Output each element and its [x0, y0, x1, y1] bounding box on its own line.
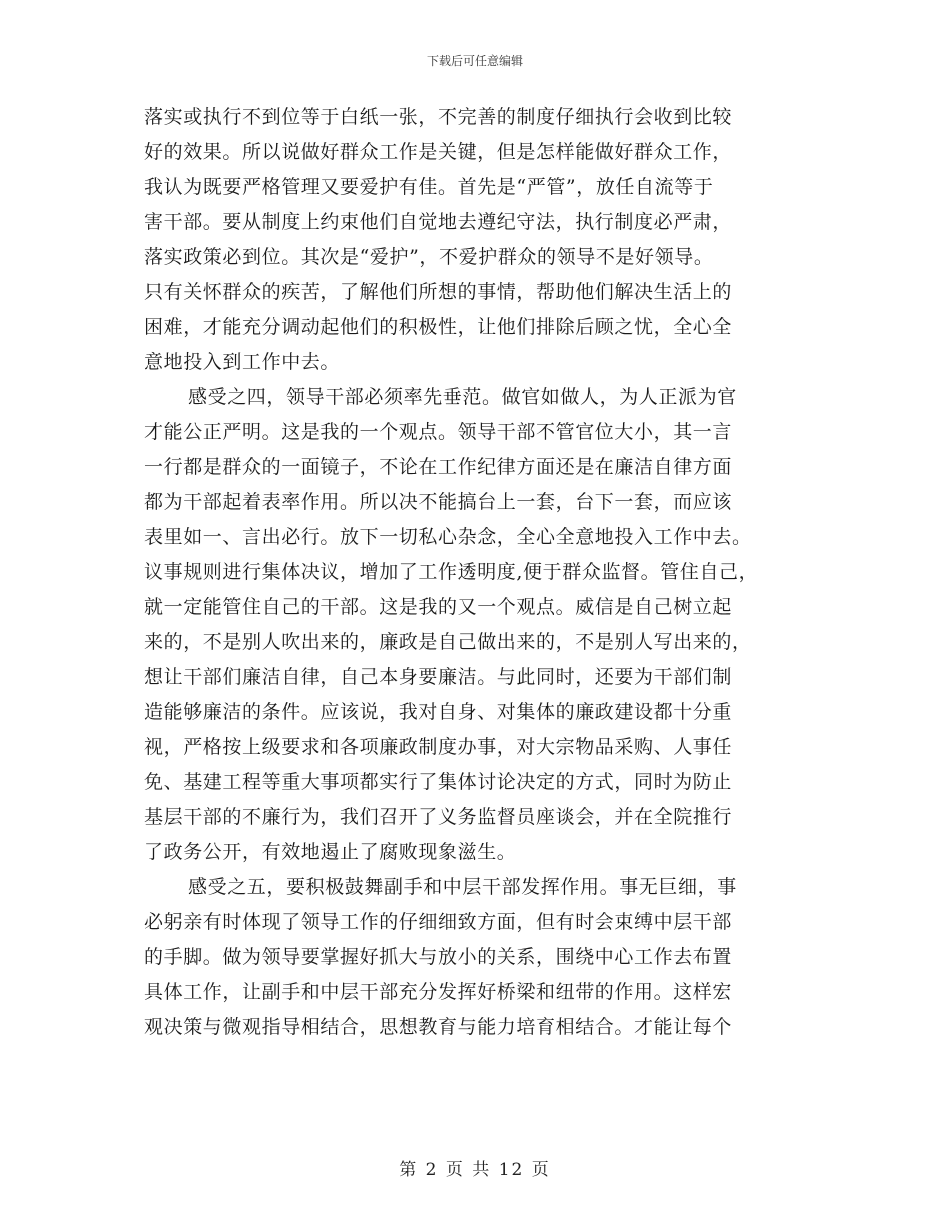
text-line: 落实政策必到位。其次是“爱护”，不爱护群众的领导不是好领导。: [144, 246, 714, 268]
text-line: 都为干部起着表率作用。所以决不能搞台上一套，台下一套，而应该: [144, 491, 733, 513]
text-line: 感受之五，要积极鼓舞副手和中层干部发挥作用。事无巨细，事: [188, 876, 737, 898]
text-line: 落实或执行不到位等于白纸一张，不完善的制度仔细执行会收到比较: [144, 106, 733, 128]
text-line: 议事规则进行集体决议，增加了工作透明度,便于群众监督。管住自己，: [144, 561, 759, 583]
text-line: 基层干部的不廉行为，我们召开了义务监督员座谈会，并在全院推行: [144, 806, 733, 828]
text-line: 害干部。要从制度上约束他们自觉地去遵纪守法，执行制度必严肃，: [144, 211, 733, 233]
text-line: 困难，才能充分调动起他们的积极性，让他们排除后顾之忧，全心全: [144, 316, 733, 338]
text-line: 一行都是群众的一面镜子，不论在工作纪律方面还是在廉洁自律方面: [144, 456, 733, 478]
text-line: 免、基建工程等重大事项都实行了集体讨论决定的方式，同时为防止: [144, 771, 733, 793]
page-header: 下载后可任意编辑: [426, 54, 523, 68]
document-body: [144, 100, 824, 1045]
text-line: 感受之四，领导干部必须率先垂范。做官如做人，为人正派为官: [188, 386, 737, 408]
text-line: 来的，不是别人吹出来的，廉政是自己做出来的，不是别人写出来的，: [144, 631, 752, 653]
text-line: 才能公正严明。这是我的一个观点。领导干部不管官位大小，其一言: [144, 421, 733, 443]
text-line: 表里如一、言出必行。放下一切私心杂念，全心全意地投入工作中去。: [144, 526, 752, 548]
text-line: 视，严格按上级要求和各项廉政制度办事，对大宗物品采购、人事任: [144, 736, 733, 758]
text-line: 意地投入到工作中去。: [144, 351, 341, 373]
text-line: 的手脚。做为领导要掌握好抓大与放小的关系，围绕中心工作去布置: [144, 946, 733, 968]
text-line: 造能够廉洁的条件。应该说，我对自身、对集体的廉政建设都十分重: [144, 701, 733, 723]
text-line: 我认为既要严格管理又要爱护有佳。首先是“严管”，放任自流等于: [144, 176, 714, 198]
text-line: 必躬亲有时体现了领导工作的仔细细致方面，但有时会束缚中层干部: [144, 911, 733, 933]
text-line: 具体工作，让副手和中层干部充分发挥好桥梁和纽带的作用。这样宏: [144, 981, 733, 1003]
text-line: 好的效果。所以说做好群众工作是关键，但是怎样能做好群众工作，: [144, 141, 733, 163]
text-line: 就一定能管住自己的干部。这是我的又一个观点。威信是自己树立起: [144, 596, 733, 618]
page-footer: 第 2 页 共 12 页: [399, 1160, 551, 1180]
text-line: 想让干部们廉洁自律，自己本身要廉洁。与此同时，还要为干部们制: [144, 666, 733, 688]
text-line: 了政务公开，有效地遏止了腐败现象滋生。: [144, 841, 517, 863]
text-line: 观决策与微观指导相结合，思想教育与能力培育相结合。才能让每个: [144, 1016, 733, 1038]
text-line: 只有关怀群众的疾苦，了解他们所想的事情，帮助他们解决生活上的: [144, 281, 733, 303]
